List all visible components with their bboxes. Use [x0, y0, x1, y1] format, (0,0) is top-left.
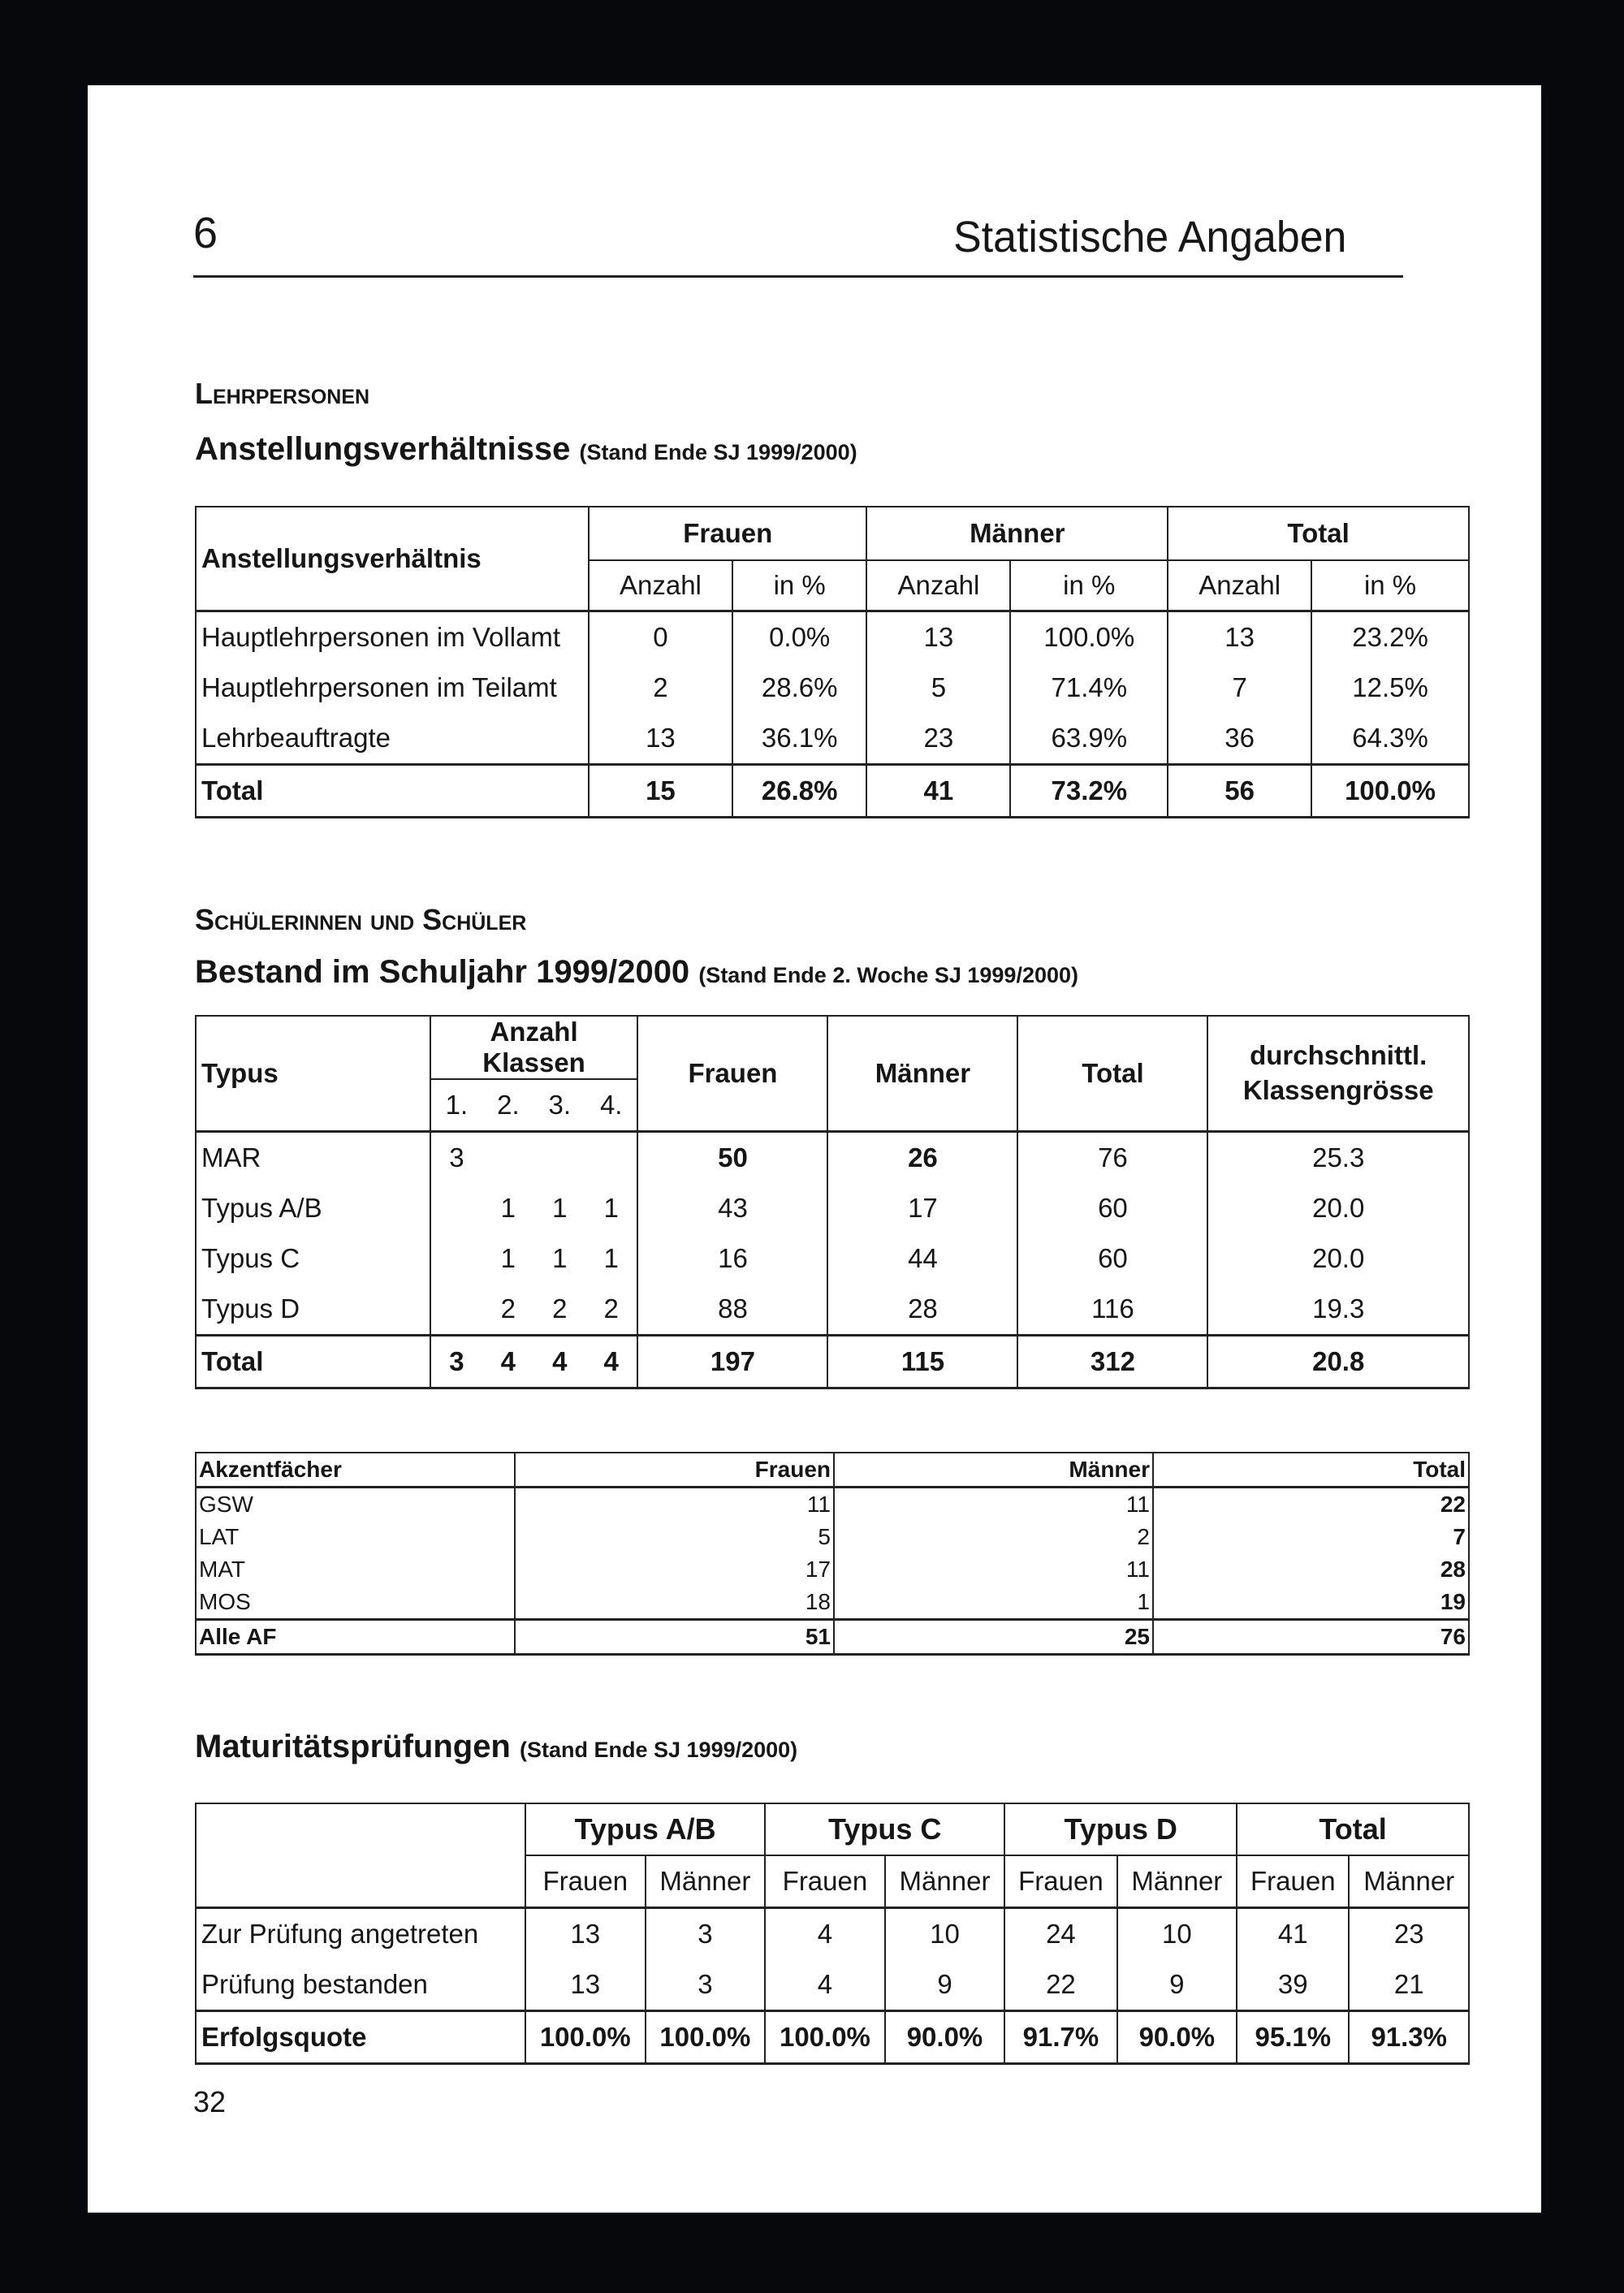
- cell: 10: [885, 1908, 1005, 1960]
- cell: [534, 1132, 585, 1184]
- col-header-akzentfaecher: Akzentfächer: [196, 1453, 515, 1488]
- cell: 1: [585, 1183, 638, 1233]
- cell: 18: [515, 1586, 834, 1620]
- cell: 19: [1153, 1586, 1469, 1620]
- cell: 28: [1153, 1553, 1469, 1586]
- cell: 51: [515, 1620, 834, 1655]
- cell: 1: [552, 1193, 568, 1223]
- cell: 91.7%: [1004, 2011, 1116, 2064]
- cell: 100.0%: [525, 2011, 646, 2064]
- group-header-total: Total: [1168, 507, 1469, 560]
- cell: [430, 1233, 483, 1284]
- cell: 4: [534, 1336, 585, 1388]
- cell: 25: [834, 1620, 1153, 1655]
- subcol-frauen: Frauen: [1237, 1855, 1349, 1908]
- table-akzentfaecher: [195, 1452, 1470, 1656]
- row-label: Total: [196, 1336, 430, 1388]
- cell: 24: [1004, 1908, 1116, 1960]
- header-rule: [193, 275, 1403, 278]
- cell: 100.0%: [1311, 765, 1469, 818]
- section-title-lehrpersonen: Lehrpersonen: [195, 377, 370, 410]
- avg-line2: Klassengrösse: [1242, 1075, 1434, 1105]
- cell: 5: [866, 663, 1010, 713]
- cell: 9: [1117, 1959, 1237, 2011]
- subcol-anzahl: Anzahl: [589, 560, 732, 611]
- table-row: [196, 1908, 1469, 1960]
- table-row: [196, 611, 1469, 663]
- klasse-year: 4.: [585, 1079, 638, 1132]
- cell: 22: [1004, 1959, 1116, 2011]
- table-header-row: [196, 1016, 1469, 1079]
- cell: 1: [500, 1193, 516, 1223]
- cell: 7: [1153, 1521, 1469, 1553]
- subtitle-text: Maturitätsprüfungen: [195, 1729, 511, 1764]
- klasse-year: 3.: [534, 1079, 585, 1132]
- cell: 13: [589, 713, 732, 765]
- subtitle-note: (Stand Ende 2. Woche SJ 1999/2000): [698, 963, 1079, 987]
- cell: 17: [515, 1553, 834, 1586]
- subtitle-matura: [195, 1730, 797, 1763]
- cell: 100.0%: [1010, 611, 1168, 663]
- klasse-year: 1.: [430, 1079, 483, 1132]
- cell: 3: [646, 1908, 766, 1960]
- cell: 2: [589, 663, 732, 713]
- row-label: MAT: [196, 1553, 515, 1586]
- avg-line1: durchschnittl.: [1250, 1040, 1427, 1071]
- table-total-row: [196, 1336, 1469, 1388]
- subcol-maenner: Männer: [1349, 1855, 1469, 1908]
- subcol-frauen: Frauen: [1004, 1855, 1116, 1908]
- col-header-maenner: Männer: [827, 1016, 1017, 1132]
- cell: 1: [834, 1586, 1153, 1620]
- table-header-row: [196, 507, 1469, 560]
- cell: 21: [1349, 1959, 1469, 2011]
- cell: 4: [765, 1959, 885, 2011]
- cell: 28.6%: [732, 663, 867, 713]
- cell: 41: [1237, 1908, 1349, 1960]
- table-row: [196, 1284, 1469, 1336]
- row-label: Zur Prüfung angetreten: [196, 1908, 525, 1960]
- subcol-maenner: Männer: [1117, 1855, 1237, 1908]
- table-row: [196, 1233, 1469, 1284]
- subtitle-bestand: [195, 956, 1078, 988]
- row-label: Typus A/B: [196, 1183, 430, 1233]
- cell: 1: [500, 1243, 516, 1273]
- subcol-anzahl: Anzahl: [1168, 560, 1311, 611]
- cell: 28: [827, 1284, 1017, 1336]
- empty-corner-cell: [196, 1803, 525, 1908]
- cell: 26: [827, 1132, 1017, 1184]
- row-label: Hauptlehrpersonen im Vollamt: [196, 611, 589, 663]
- group-header: Typus D: [1004, 1803, 1237, 1855]
- row-label: Typus D: [196, 1284, 430, 1336]
- cell: 39: [1237, 1959, 1349, 2011]
- cell: [482, 1132, 533, 1184]
- cell: 23: [866, 713, 1010, 765]
- col-header-klassen: Anzahl Klassen: [430, 1016, 638, 1079]
- table-row: [196, 713, 1469, 765]
- cell: 13: [525, 1959, 646, 2011]
- cell: 25.3: [1207, 1132, 1469, 1184]
- cell: 7: [1168, 663, 1311, 713]
- cell: 116: [1017, 1284, 1207, 1336]
- cell: 12.5%: [1311, 663, 1469, 713]
- cell: 22: [1153, 1488, 1469, 1522]
- table-row: [196, 1959, 1469, 2011]
- cell: 91.3%: [1349, 2011, 1469, 2064]
- table-total-row: [196, 765, 1469, 818]
- cell: 0.0%: [732, 611, 867, 663]
- cell: 13: [866, 611, 1010, 663]
- col-header-total: Total: [1017, 1016, 1207, 1132]
- chapter-title: Statistische Angaben: [952, 213, 1346, 261]
- table-header-row: [196, 1803, 1469, 1855]
- subtitle-note: (Stand Ende SJ 1999/2000): [520, 1738, 798, 1762]
- cell: 26.8%: [732, 765, 867, 818]
- col-header-total: Total: [1153, 1453, 1469, 1488]
- subtitle-text: Bestand im Schuljahr 1999/2000: [195, 954, 690, 990]
- table-row: [196, 1586, 1469, 1620]
- cell: 100.0%: [765, 2011, 885, 2064]
- cell: 73.2%: [1010, 765, 1168, 818]
- cell: 71.4%: [1010, 663, 1168, 713]
- cell: 90.0%: [885, 2011, 1005, 2064]
- row-label: Lehrbeauftragte: [196, 713, 589, 765]
- cell: 64.3%: [1311, 713, 1469, 765]
- cell: 11: [834, 1488, 1153, 1522]
- subcol-percent: in %: [732, 560, 867, 611]
- row-label: MAR: [196, 1132, 430, 1184]
- table-row: [196, 1553, 1469, 1586]
- group-header: Typus C: [765, 1803, 1004, 1855]
- cell: 13: [525, 1908, 646, 1960]
- cell: 95.1%: [1237, 2011, 1349, 2064]
- group-header: Total: [1237, 1803, 1469, 1855]
- cell: 3: [430, 1336, 483, 1388]
- cell: 2: [585, 1284, 638, 1336]
- col-header-typus: Typus: [196, 1016, 430, 1132]
- subcol-maenner: Männer: [885, 1855, 1005, 1908]
- group-header-frauen: Frauen: [589, 507, 866, 560]
- col-header-frauen: Frauen: [637, 1016, 827, 1132]
- col-header-maenner: Männer: [834, 1453, 1153, 1488]
- cell: 9: [885, 1959, 1005, 2011]
- group-header: Typus A/B: [525, 1803, 765, 1855]
- table-maturitaetspruefungen: [195, 1803, 1470, 2065]
- table-bestand: [195, 1015, 1470, 1389]
- cell: 20.0: [1207, 1233, 1469, 1284]
- cell: 312: [1017, 1336, 1207, 1388]
- table-row: [196, 1132, 1469, 1184]
- cell: 36: [1168, 713, 1311, 765]
- cell: 11: [834, 1553, 1153, 1586]
- cell: 3: [646, 1959, 766, 2011]
- subcol-anzahl: Anzahl: [866, 560, 1010, 611]
- cell: 4: [482, 1336, 533, 1388]
- row-label: Hauptlehrpersonen im Teilamt: [196, 663, 589, 713]
- row-label: GSW: [196, 1488, 515, 1522]
- subcol-frauen: Frauen: [765, 1855, 885, 1908]
- table-row: [196, 1183, 1469, 1233]
- subtitle-anstellung: [195, 433, 857, 465]
- cell: 76: [1153, 1620, 1469, 1655]
- cell: 17: [827, 1183, 1017, 1233]
- cell: 20.0: [1207, 1183, 1469, 1233]
- cell: 1: [585, 1233, 638, 1284]
- cell: 3: [430, 1132, 483, 1184]
- col-header-anstellung: Anstellungsverhältnis: [196, 507, 589, 611]
- cell: 19.3: [1207, 1284, 1469, 1336]
- col-header-avg: [1207, 1016, 1469, 1132]
- row-label: Prüfung bestanden: [196, 1959, 525, 2011]
- subcol-maenner: Männer: [646, 1855, 766, 1908]
- cell: 41: [866, 765, 1010, 818]
- cell: 2: [500, 1293, 516, 1324]
- row-label: Erfolgsquote: [196, 2011, 525, 2064]
- cell: 115: [827, 1336, 1017, 1388]
- cell: 76: [1017, 1132, 1207, 1184]
- cell: 90.0%: [1117, 2011, 1237, 2064]
- row-label: MOS: [196, 1586, 515, 1620]
- table-row: [196, 1488, 1469, 1522]
- cell: 16: [637, 1233, 827, 1284]
- table-total-row: [196, 1620, 1469, 1655]
- table-anstellungsverhaeltnisse: [195, 506, 1470, 818]
- row-label: Total: [196, 765, 589, 818]
- cell: 4: [585, 1336, 638, 1388]
- cell: 15: [589, 765, 732, 818]
- section-title-schueler: Schülerinnen und Schüler: [195, 903, 527, 936]
- cell: 20.8: [1207, 1336, 1469, 1388]
- cell: 100.0%: [646, 2011, 766, 2064]
- cell: 88: [637, 1284, 827, 1336]
- cell: 43: [637, 1183, 827, 1233]
- document-page: [88, 85, 1541, 2213]
- cell: 5: [515, 1521, 834, 1553]
- cell: [585, 1132, 638, 1184]
- page-number: 32: [193, 2085, 227, 2118]
- group-header-maenner: Männer: [866, 507, 1168, 560]
- cell: 44: [827, 1233, 1017, 1284]
- cell: 10: [1117, 1908, 1237, 1960]
- row-label: LAT: [196, 1521, 515, 1553]
- cell: 197: [637, 1336, 827, 1388]
- cell: 1: [552, 1243, 568, 1273]
- cell: 0: [589, 611, 732, 663]
- row-label: Alle AF: [196, 1620, 515, 1655]
- cell: 23.2%: [1311, 611, 1469, 663]
- cell: 36.1%: [732, 713, 867, 765]
- subcol-frauen: Frauen: [525, 1855, 646, 1908]
- cell: 50: [637, 1132, 827, 1184]
- row-label: Typus C: [196, 1233, 430, 1284]
- subtitle-note: (Stand Ende SJ 1999/2000): [579, 440, 857, 464]
- subtitle-text: Anstellungsverhältnisse: [195, 431, 571, 467]
- col-header-frauen: Frauen: [515, 1453, 834, 1488]
- klasse-year: 2.: [482, 1079, 533, 1132]
- subcol-percent: in %: [1311, 560, 1469, 611]
- cell: 2: [552, 1293, 568, 1324]
- cell: 23: [1349, 1908, 1469, 1960]
- cell: 60: [1017, 1233, 1207, 1284]
- subcol-percent: in %: [1010, 560, 1168, 611]
- cell: [430, 1183, 483, 1233]
- chapter-number: 6: [193, 209, 218, 257]
- cell: 13: [1168, 611, 1311, 663]
- cell: [430, 1284, 483, 1336]
- table-total-row: [196, 2011, 1469, 2064]
- table-row: [196, 663, 1469, 713]
- table-header-row: [196, 1453, 1469, 1488]
- cell: 11: [515, 1488, 834, 1522]
- cell: 60: [1017, 1183, 1207, 1233]
- cell: 63.9%: [1010, 713, 1168, 765]
- cell: 4: [765, 1908, 885, 1960]
- cell: 56: [1168, 765, 1311, 818]
- cell: 2: [834, 1521, 1153, 1553]
- table-row: [196, 1521, 1469, 1553]
